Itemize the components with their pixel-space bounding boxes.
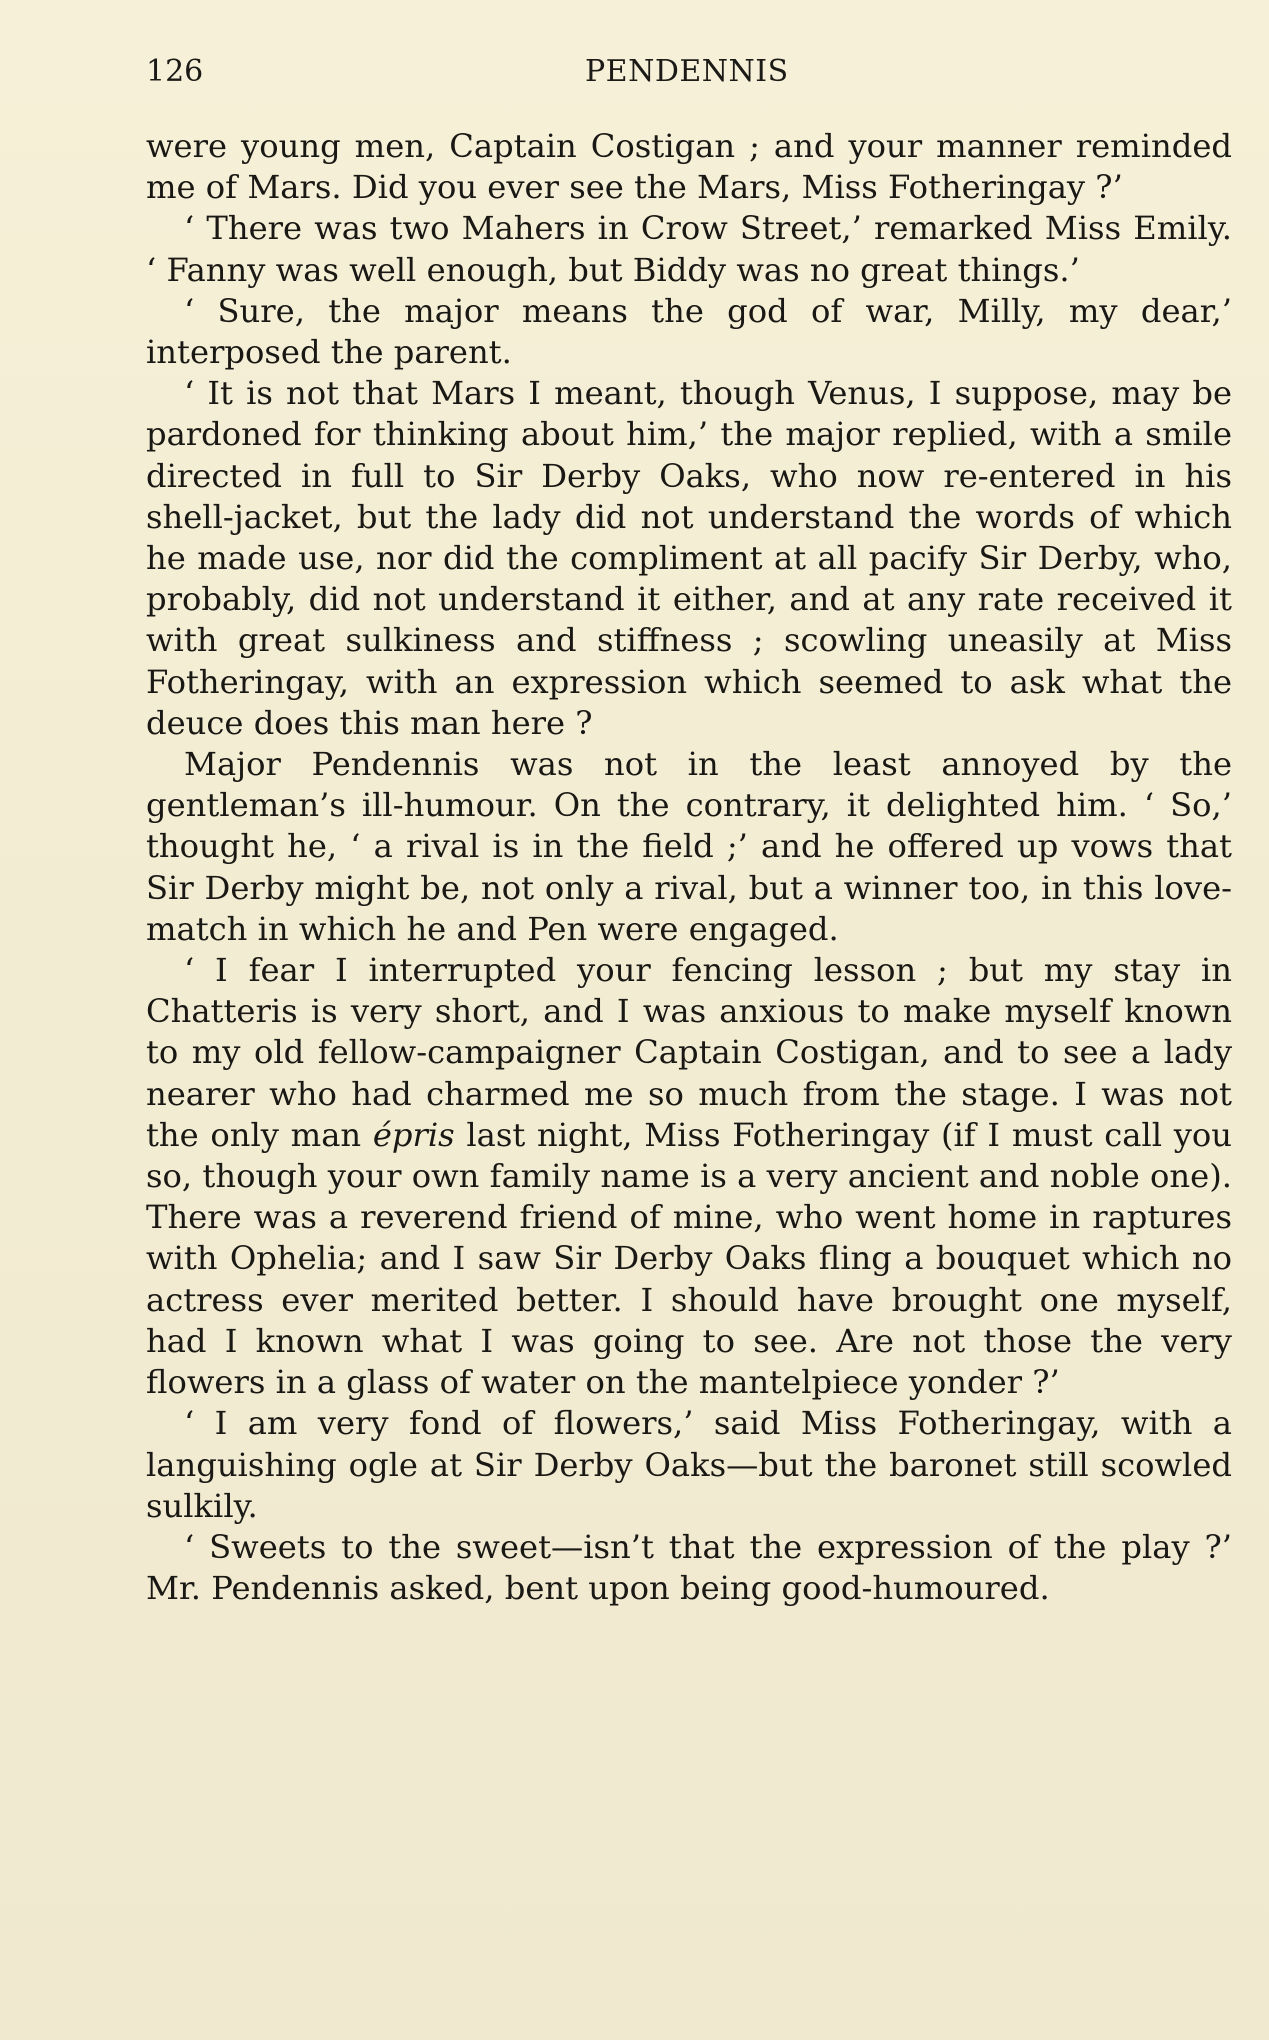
paragraph	[146, 208, 1232, 290]
paragraph-text: were young men, Captain Costigan ; and your manner reminded me of Mars. Did you ever see the Mars, Miss Fotheringay ?’	[146, 127, 1232, 207]
paragraph	[146, 126, 1232, 208]
page-number: 126	[146, 54, 204, 89]
paragraph-text: ‘ It is not that Mars I meant, though Venus, I suppose, may be pardoned for thinking about him,’ the major replied, with a smile directed in full to Sir Derby Oaks, who now re-entered in his shell-jacket, but the lady did not understand the words of which he made use, nor did the compliment at all pacify Sir Derby, who, probably, did not understand it either, and at any rate received it with great sulkiness and stiffness ; scowling uneasily at Miss Fotheringay, with an expression which seemed to ask what the deuce does this man here ?	[146, 374, 1232, 742]
running-title: PENDENNIS	[585, 54, 789, 89]
paragraph	[146, 373, 1232, 744]
paragraph-text: ‘ There was two Mahers in Crow Street,’ remarked Miss Emily. ‘ Fanny was well enough, but Biddy was no great things.’	[146, 209, 1232, 289]
body-text	[146, 126, 1232, 1609]
paragraph-text: Major Pendennis was not in the least annoyed by the gentleman’s ill-humour. On the contrary, it delighted him. ‘ So,’ thought he, ‘ a rival is in the field ;’ and he offered up vows that Sir Derby might be, not only a rival, but a winner too, in this love-match in which he and Pen were engaged.	[146, 745, 1232, 948]
paragraph-text: ‘ Sure, the major means the god of war, Milly, my dear,’ interposed the parent.	[146, 291, 1232, 372]
paragraph	[146, 1527, 1232, 1609]
paragraph	[146, 744, 1232, 950]
paragraph-text: last night, Miss Fotheringay (if I must call you so, though your own family name is a very ancient and noble one). There was a reverend friend of mine, who went home in raptures with Ophelia; and I saw Sir Derby Oaks fling a bouquet which no actress ever merited better. I should have brought one myself, had I known what I was going to see. Are not those the very flowers in a glass of water on the mantelpiece yonder ?’	[146, 1115, 1233, 1402]
paragraph	[146, 950, 1232, 1403]
paragraph-text: ‘ Sweets to the sweet—isn’t that the expression of the play ?’ Mr. Pendennis asked, bent upon being good-humoured.	[146, 1527, 1232, 1608]
paragraph	[146, 1403, 1232, 1527]
page-header	[146, 54, 1232, 98]
italic-word: épris	[372, 1115, 455, 1154]
paragraph-text: ‘ I fear I interrupted your fencing lesson ; but my stay in Chatteris is very short, and I was anxious to make myself known to my old fellow-campaigner Captain Costigan, and to see a lady nearer who had charmed me so much from the stage. I was not the only man	[146, 951, 1232, 1154]
paragraph-text: ‘ I am very fond of flowers,’ said Miss Fotheringay, with a languishing ogle at Sir Derby Oaks—but the baronet still scowled sulkily.	[146, 1404, 1232, 1525]
paragraph	[146, 291, 1232, 373]
